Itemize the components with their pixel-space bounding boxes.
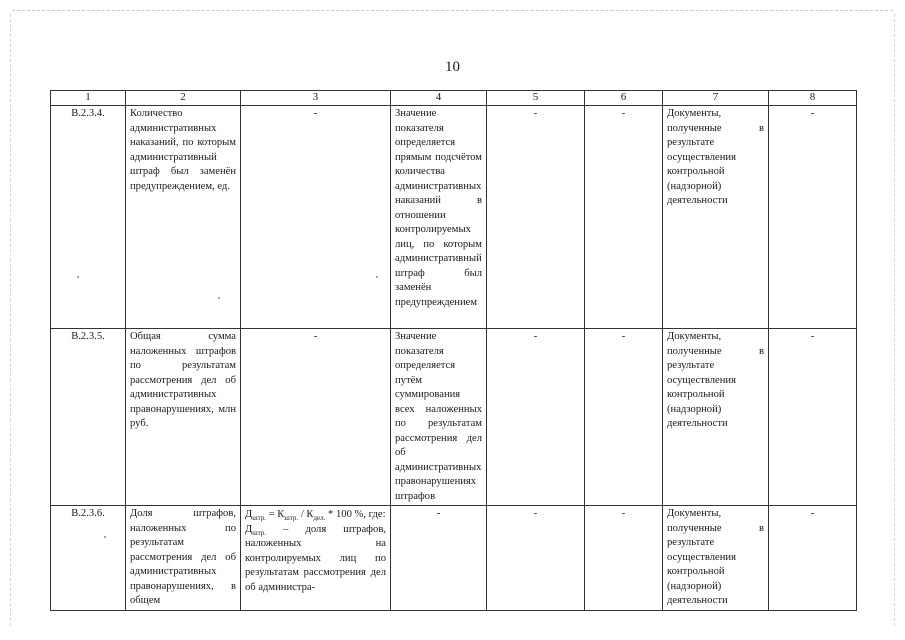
scan-edge-left bbox=[10, 14, 11, 626]
indicator-formula bbox=[241, 506, 391, 611]
indicator-code: В.2.3.6. bbox=[51, 506, 126, 611]
indicator-name: Доля штрафов, наложенных по результатам рассмотрения дел об административных правонарушениях, в общем bbox=[126, 506, 241, 611]
formula-text: * 100 %, где: bbox=[325, 509, 386, 520]
indicator-source: Документы, полученные в результате осуществления контрольной (надзорной) деятельности bbox=[663, 329, 769, 506]
indicator-col8: - bbox=[769, 329, 857, 506]
indicator-col8: - bbox=[769, 506, 857, 611]
indicator-name: Количество административных наказаний, по которым административный штраф был заменён предупреждением, ед. bbox=[126, 106, 241, 329]
scan-edge-top bbox=[12, 10, 893, 11]
column-header: 3 bbox=[241, 91, 391, 106]
table-row bbox=[51, 506, 857, 611]
column-header: 1 bbox=[51, 91, 126, 106]
indicator-col6: - bbox=[585, 106, 663, 329]
indicator-col5: - bbox=[487, 329, 585, 506]
scan-speck bbox=[104, 536, 106, 538]
indicator-col5: - bbox=[487, 106, 585, 329]
indicator-method: Значение показателя определяется путём суммирования всех наложенных по результатам рассмотрения дел об административных правонарушениях штрафов bbox=[391, 329, 487, 506]
indicator-table bbox=[50, 90, 857, 611]
column-header: 2 bbox=[126, 91, 241, 106]
indicator-col8: - bbox=[769, 106, 857, 329]
table-header-row bbox=[51, 91, 857, 106]
column-header: 4 bbox=[391, 91, 487, 106]
indicator-formula: - bbox=[241, 106, 391, 329]
indicator-col5: - bbox=[487, 506, 585, 611]
indicator-col6: - bbox=[585, 506, 663, 611]
formula-subscript: штр. bbox=[284, 514, 299, 523]
indicator-code: В.2.3.4. bbox=[51, 106, 126, 329]
indicator-source: Документы, полученные в результате осуществления контрольной (надзорной) деятельности bbox=[663, 106, 769, 329]
column-header: 6 bbox=[585, 91, 663, 106]
page-number: 10 bbox=[445, 59, 460, 75]
formula-symbol: Д bbox=[245, 509, 253, 520]
column-header: 8 bbox=[769, 91, 857, 106]
formula-text: / К bbox=[298, 509, 314, 520]
column-header: 5 bbox=[487, 91, 585, 106]
formula-subscript: штр. bbox=[252, 514, 267, 523]
indicator-code: В.2.3.5. bbox=[51, 329, 126, 506]
table-row bbox=[51, 106, 857, 329]
scan-edge-right bbox=[894, 14, 895, 626]
table-row bbox=[51, 329, 857, 506]
indicator-source: Документы, полученные в результате осуществления контрольной (надзорной) деятельности bbox=[663, 506, 769, 611]
formula-subscript: штр. bbox=[252, 528, 267, 537]
scan-speck bbox=[218, 297, 220, 299]
scan-speck bbox=[77, 276, 79, 278]
formula-subscript: дел. bbox=[313, 514, 326, 523]
scan-speck bbox=[376, 276, 378, 278]
indicator-method: Значение показателя определяется прямым подсчётом количества административных наказаний в отношении контролируемых лиц, по которым административный штраф был заменён предупреждением bbox=[391, 106, 487, 329]
indicator-col6: - bbox=[585, 329, 663, 506]
formula-definition: – доля штрафов, наложенных на контролируемых лиц по результатам рассмотрения дел об администра- bbox=[245, 523, 386, 593]
indicator-formula: - bbox=[241, 329, 391, 506]
formula-text: = К bbox=[266, 509, 285, 520]
indicator-name: Общая сумма наложенных штрафов по результатам рассмотрения дел об административных правонарушениях, млн руб. bbox=[126, 329, 241, 506]
indicator-method: - bbox=[391, 506, 487, 611]
formula-symbol: Д bbox=[245, 523, 253, 535]
column-header: 7 bbox=[663, 91, 769, 106]
